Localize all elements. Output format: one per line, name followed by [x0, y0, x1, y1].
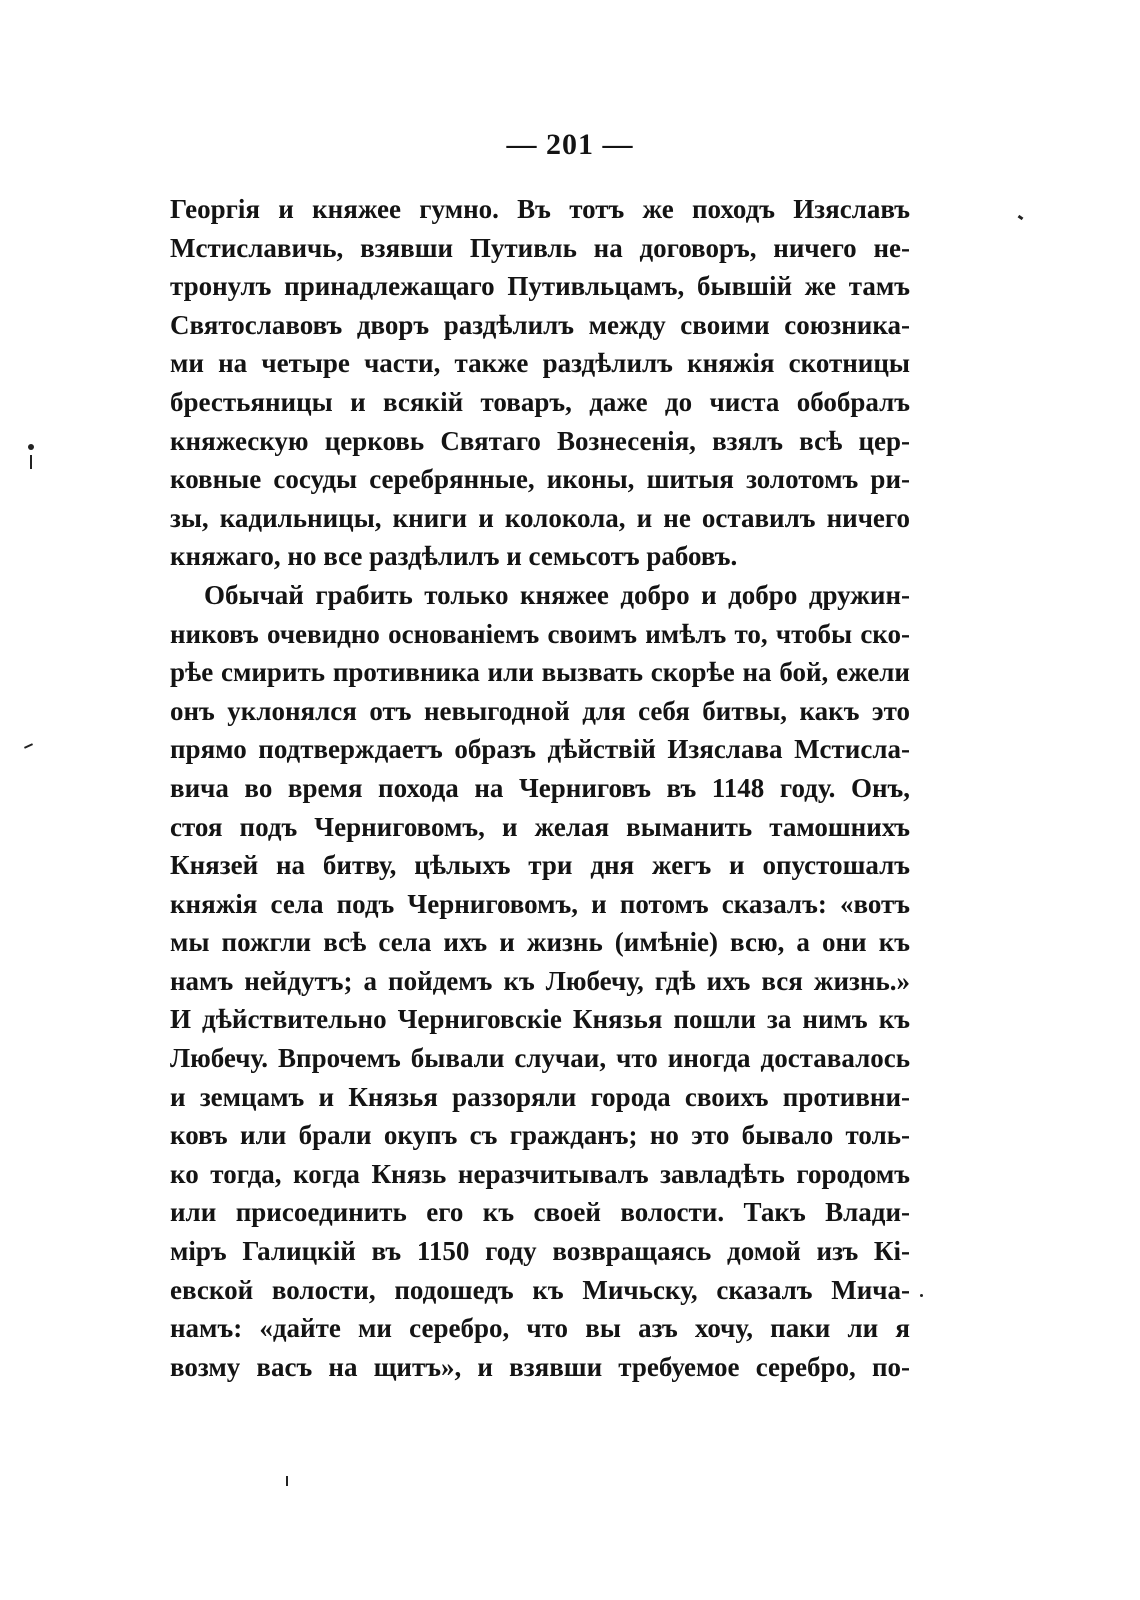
text-line: тронулъ принадлежащаго Путивльцамъ, бывшій же тамъ [170, 271, 910, 302]
text-line: рѣе смирить противника или вызвать скорѣе на бой, ежели [170, 657, 910, 688]
text-line: евской волости, подошедъ къ Мичьску, сказалъ Мича- [170, 1274, 910, 1305]
text-line: никовъ очевидно основаніемъ своимъ имѣлъ то, чтобы ско- [170, 618, 910, 649]
text-line: ко тогда, когда Князь неразчитывалъ завладѣть городомъ [170, 1158, 910, 1189]
scan-speck [24, 743, 33, 749]
text-line: намъ нейдутъ; а пойдемъ къ Любечу, гдѣ ихъ вся жизнь.» [170, 965, 910, 996]
text-line: прямо подтверждаетъ образъ дѣйствій Изяслава Мстисла- [170, 734, 910, 765]
text-line: брестьяницы и всякій товаръ, даже до чиста обобралъ [170, 386, 910, 417]
page-number: — 201 — [506, 128, 634, 161]
scan-speck [28, 444, 34, 450]
text-line: или присоединить его къ своей волости. Такъ Влади- [170, 1197, 910, 1228]
text-line: возму васъ на щитъ», и взявши требуемое серебро, по- [170, 1351, 910, 1382]
text-line: княжескую церковь Святаго Вознесенія, взялъ всѣ цер- [170, 425, 910, 456]
text-line: княжія села подъ Черниговомъ, и потомъ сказалъ: «вотъ [170, 888, 910, 919]
text-line: вича во время похода на Черниговъ въ 1148 году. Онъ, [170, 772, 910, 803]
scan-speck [30, 455, 32, 469]
scan-speck [286, 1476, 288, 1486]
text-line: стоя подъ Черниговомъ, и желая выманить тамошнихъ [170, 811, 910, 842]
paragraph-end-line: княжаго, но все раздѣлилъ и семьсотъ рабовъ. [170, 541, 738, 572]
text-line: и земцамъ и Князья раззоряли города своихъ противни- [170, 1081, 910, 1112]
text-line: ковные сосуды серебрянные, иконы, шитыя золотомъ ри- [170, 464, 910, 495]
text-line: Святославовъ дворъ раздѣлилъ между своими союзника- [170, 309, 910, 340]
text-line: Мстиславичь, взявши Путивль на договоръ, ничего не- [170, 232, 910, 263]
text-line: зы, кадильницы, книги и колокола, и не оставилъ ничего [170, 502, 910, 533]
text-line: И дѣйствительно Черниговскіе Князья пошли за нимъ къ [170, 1004, 910, 1035]
text-line: Любечу. Впрочемъ бывали случаи, что иногда доставалось [170, 1043, 910, 1074]
text-line: міръ Галицкій въ 1150 году возвращаясь домой изъ Кі- [170, 1236, 910, 1267]
text-line: мы пожгли всѣ села ихъ и жизнь (имѣніе) всю, а они къ [170, 927, 910, 958]
scan-speck [1018, 215, 1024, 220]
text-line: онъ уклонялся отъ невыгодной для себя битвы, какъ это [170, 695, 910, 726]
text-line: Князей на битву, цѣлыхъ три дня жегъ и опустошалъ [170, 850, 910, 881]
body-text [170, 190, 910, 1386]
text-line: ми на четыре части, также раздѣлилъ княжія скотницы [170, 348, 910, 379]
paragraph-start-line: Обычай грабить только княжее добро и добро дружин- [204, 579, 910, 610]
scan-speck [920, 1294, 923, 1297]
text-line: Георгія и княжее гумно. Въ тотъ же походъ Изяславъ [170, 194, 910, 224]
text-line: намъ: «дайте ми серебро, что вы азъ хочу, паки ли я [170, 1313, 910, 1344]
text-line: ковъ или брали окупъ съ гражданъ; но это бывало толь- [170, 1120, 910, 1151]
